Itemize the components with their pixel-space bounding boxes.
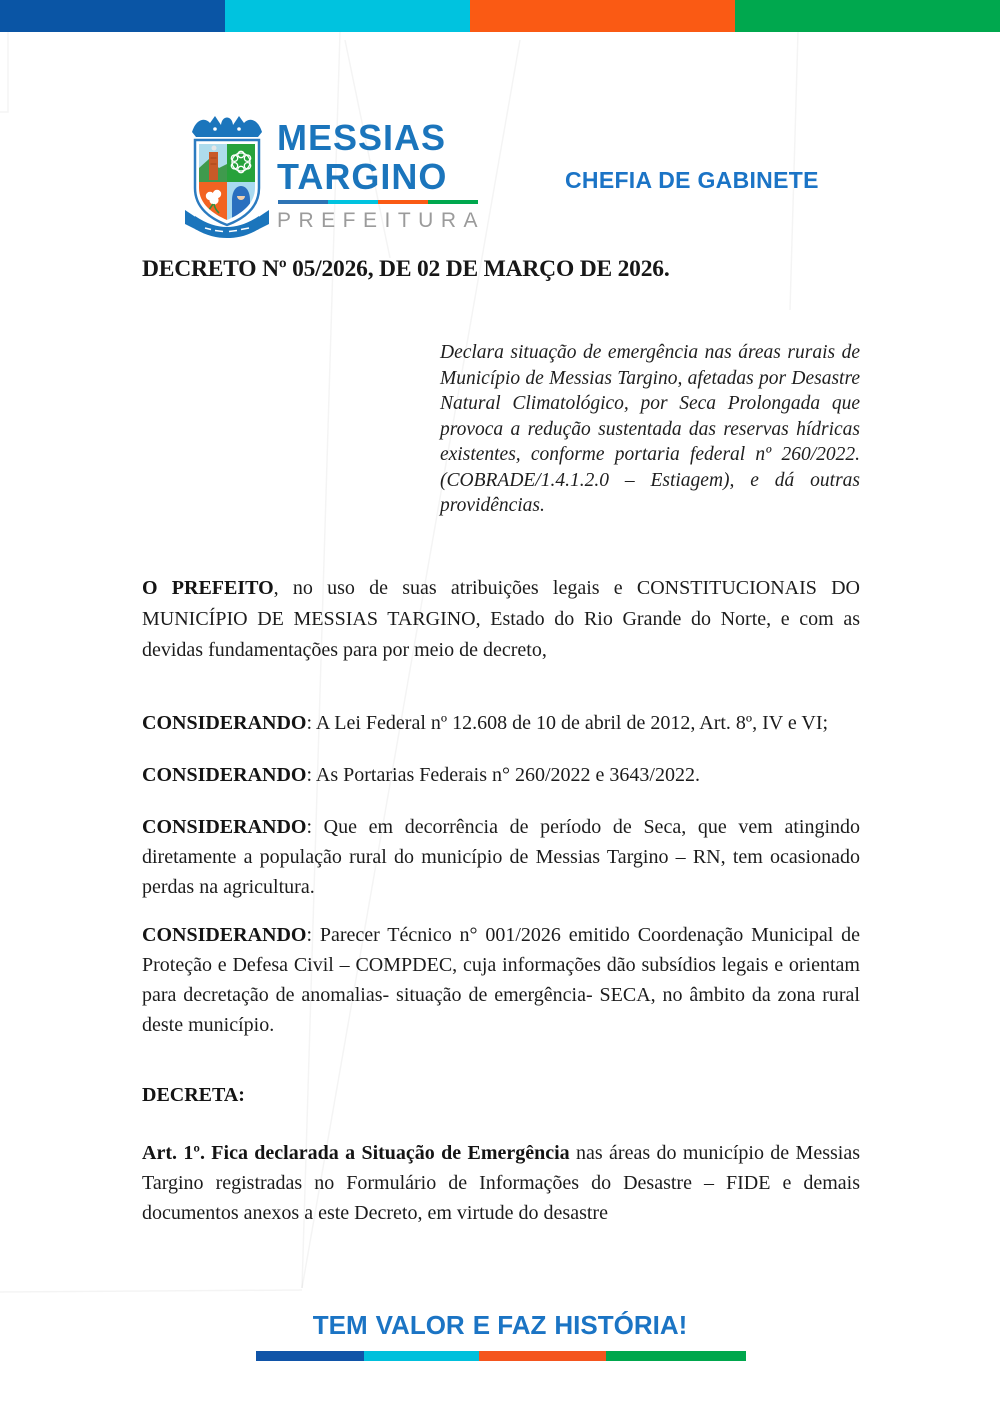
paragraph-text: : As Portarias Federais n° 260/2022 e 3643/2022. xyxy=(306,763,700,786)
logo xyxy=(277,118,487,233)
slogan-part-historia: HISTÓRIA! xyxy=(554,1310,688,1340)
paragraph-lead: Art. 1º. Fica declarada a Situação de Emergência xyxy=(142,1141,570,1164)
footer-slogan xyxy=(0,1310,1000,1341)
paragraph-prefeito xyxy=(142,573,860,666)
paragraph-art-1 xyxy=(142,1138,860,1228)
paragraph-lead: CONSIDERANDO xyxy=(142,815,307,838)
paragraph-considerando-3 xyxy=(142,812,860,902)
top-bar-cyan-segment xyxy=(225,0,470,32)
paragraph-text: nas áreas do município de Messias Targino registradas no Formulário de Informações do Desastre – FIDE e demais documentos anexos a este Decreto, em virtude do desastre xyxy=(142,1141,860,1224)
slogan-part-valor: VALOR xyxy=(375,1310,465,1340)
paragraph-lead: CONSIDERANDO xyxy=(142,763,307,786)
paragraph-text: , no uso de suas atribuições legais e CONSTITUCIONAIS DO MUNICÍPIO DE MESSIAS TARGINO, Estado do Rio Grande do Norte, e com as devidas fundamentações para por meio de decreto, xyxy=(142,576,861,661)
decree-title: DECRETO Nº 05/2026, DE 02 DE MARÇO DE 2026. xyxy=(142,256,670,282)
paragraph-lead: CONSIDERANDO xyxy=(142,923,307,946)
footer-bar-orange-segment xyxy=(479,1351,606,1361)
slogan-part-tem: TEM xyxy=(312,1310,368,1340)
logo-subtitle: PREFEITURA xyxy=(277,209,486,232)
paragraph-considerando-4 xyxy=(142,920,860,1040)
document-content xyxy=(142,256,860,1228)
top-bar-blue-segment xyxy=(0,0,225,32)
paragraph-lead: CONSIDERANDO xyxy=(142,711,307,734)
paragraph-text: : Parecer Técnico n° 001/2026 emitido Coordenação Municipal de Proteção e Defesa Civil – COMPDEC, cuja informações dão subsídios legais e orientam para decretação de anomalias- situação de emergência- SECA, no âmbito da zona rural deste município. xyxy=(142,923,860,1036)
department-title: CHEFIA DE GABINETE xyxy=(565,167,819,193)
logo-name-line1: MESSIAS xyxy=(277,117,447,158)
logo-name-line2: TARGINO xyxy=(277,156,448,197)
logo-color-strip xyxy=(278,200,478,204)
paragraph-text: : A Lei Federal nº 12.608 de 10 de abril de 2012, Art. 8º, IV e VI; xyxy=(306,711,829,734)
top-bar-orange-segment xyxy=(470,0,735,32)
paragraph-text: : Que em decorrência de período de Seca, que vem atingindo diretamente a população rural do município de Messias Targino – RN, tem ocasionado perdas na agricultura. xyxy=(142,815,860,898)
paragraph-considerando-2 xyxy=(142,760,860,790)
paragraph-considerando-1 xyxy=(142,708,860,738)
footer-bar-cyan-segment xyxy=(364,1351,479,1361)
paragraph-lead: O PREFEITO xyxy=(142,576,274,599)
paragraph-decreta xyxy=(142,1080,860,1110)
footer-color-bar xyxy=(256,1351,746,1361)
decree-summary: Declara situação de emergência nas áreas rurais de Município de Messias Targino, afetadas por Desastre Natural Climatológico, por Seca Prolongada que provoca a redução sustentada das reservas hídricas existentes, conforme portaria federal nº 260/2022. (COBRADE/1.4.1.2.0 – Estiagem), e dá outras providências. xyxy=(440,342,860,516)
top-bar-green-segment xyxy=(735,0,1000,32)
footer-bar-green-segment xyxy=(606,1351,746,1361)
slogan-part-efaz: E FAZ xyxy=(472,1310,547,1340)
paragraph-lead: DECRETA: xyxy=(142,1083,245,1106)
footer-bar-blue-segment xyxy=(256,1351,364,1361)
top-color-bar xyxy=(0,0,1000,32)
coat-of-arms-icon xyxy=(176,110,278,240)
